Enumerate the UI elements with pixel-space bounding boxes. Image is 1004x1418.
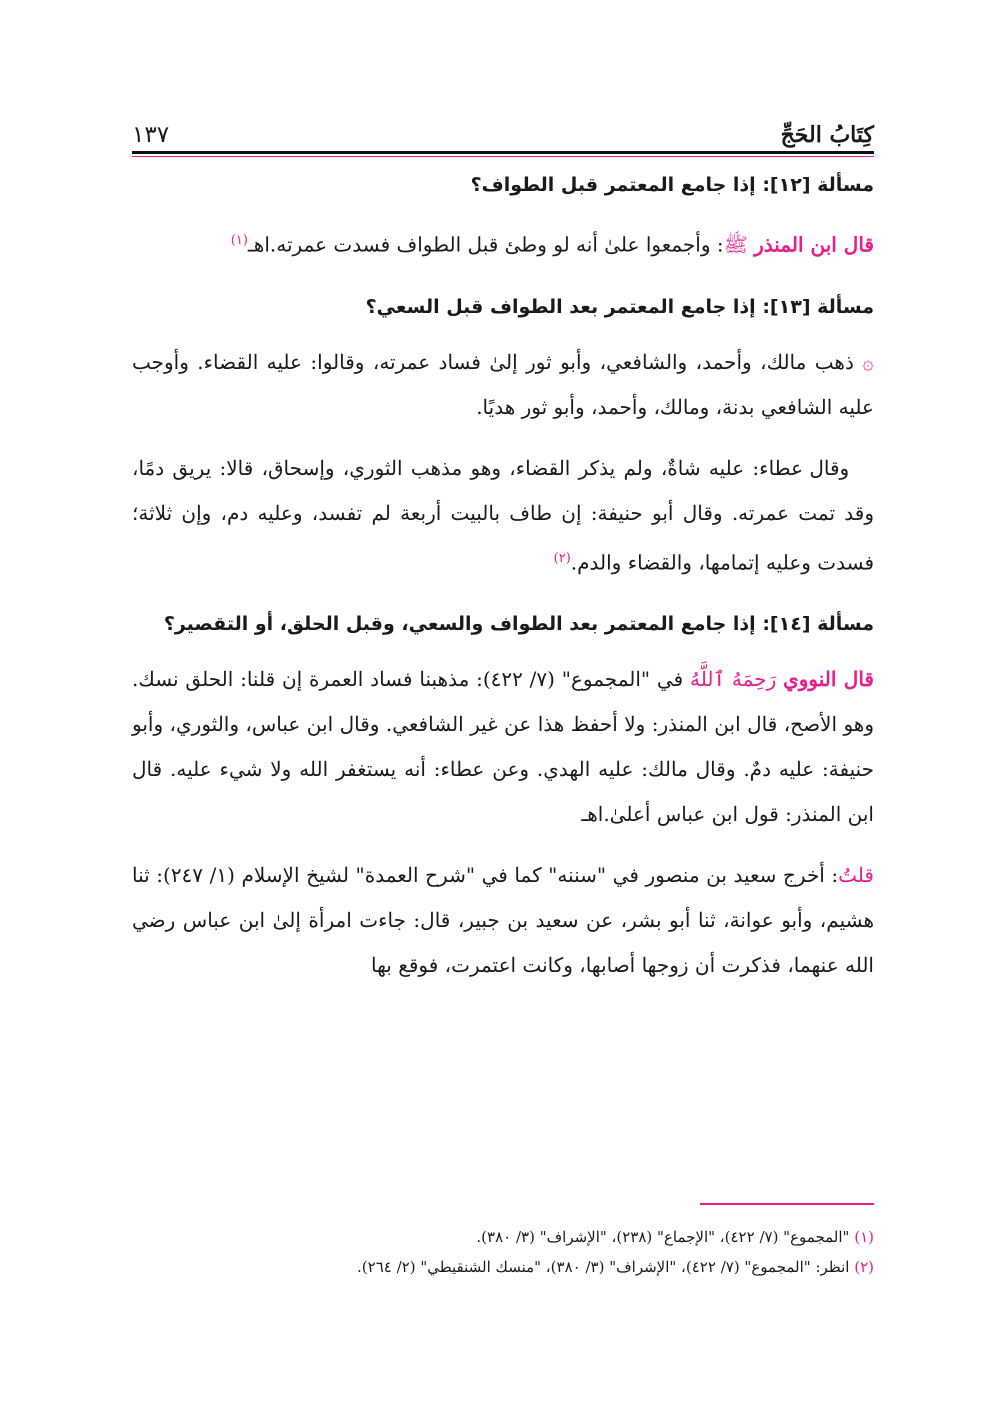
issue-12-paragraph [132, 218, 874, 268]
footnote-ref-1[interactable]: (١) [230, 233, 248, 248]
issue-14-paragraph-1 [132, 657, 874, 837]
issue-14-title: إذا جامع المعتمر بعد الطواف والسعي، وقبل الحلق، أو التقصير؟ [163, 613, 763, 636]
issue-14-text-1: في "المجموع" (٧/ ٤٢٢): مذهبنا فساد العمرة إن قلنا: الحلق نسك. وهو الأصح، قال ابن المنذر: ولا أحفظ هذا عن غير الشافعي. وقال ابن عباس، والثوري، وأبو حنيفة: عليه دمٌ. وقال مالك: عليه الهدي. وعن عطاء: أنه يستغفر الله ولا شيء عليه. قال ابن المنذر: قول ابن عباس أعلىٰ.اهـ [132, 667, 874, 827]
footnote-2-number: (٢) [854, 1258, 874, 1276]
issue-12-heading [132, 168, 874, 202]
footnote-separator [700, 1203, 874, 1205]
footnote-2-text: انظر: "المجموع" (٧/ ٤٢٢)، "الإشراف" (٣/ ٣٨٠)، "منسك الشنقيطي" (٢/ ٢٦٤). [357, 1258, 855, 1276]
qultu-label: قلتُ [838, 863, 874, 888]
issue-13-paragraph-1 [132, 340, 874, 430]
page-number: ١٣٧ [132, 122, 170, 148]
issue-12-speaker: قال ابن المنذر [754, 232, 874, 257]
footnote-1-text: "المجموع" (٧/ ٤٢٢)، "الإجماع" (٢٣٨)، "الإشراف" (٣/ ٣٨٠). [476, 1228, 855, 1246]
issue-13-heading [132, 290, 874, 324]
flower-ornament-icon: ۞ [862, 349, 874, 374]
footnote-1 [132, 1222, 874, 1252]
footnote-2 [132, 1252, 874, 1282]
issue-13-text-1: ذهب مالك، وأحمد، والشافعي، وأبو ثور إلىٰ فساد عمرته، وقالوا: عليه القضاء. وأوجب عليه الشافعي بدنة، ومالك، وأحمد، وأبو ثور هديًا. [132, 349, 874, 419]
issue-12-text: : وأجمعوا علىٰ أنه لو وطئ قبل الطواف فسدت عمرته.اهـ [247, 232, 724, 257]
issue-13-number: مسألة [١٣]: [762, 295, 874, 318]
issue-14-speaker: قال النووي [783, 667, 874, 692]
issue-13-title: إذا جامع المعتمر بعد الطواف قبل السعي؟ [365, 295, 763, 318]
issue-14-text-2: : أخرج سعيد بن منصور في "سننه" كما في "شرح العمدة" لشيخ الإسلام (١/ ٢٤٧): ثنا هشيم، وأبو عوانة، ثنا أبو بشر، عن سعيد بن جبير، قال: جاءت امرأة إلىٰ ابن عباس رضي الله عنهما، فذكرت أن زوجها أصابها، وكانت اعتمرت، فوقع بها [132, 863, 874, 978]
book-title: كِتَابُ الحَجِّ [780, 122, 874, 148]
page-header [132, 108, 874, 148]
honorific-text: رَحِمَهُ ٱللَّهُ [689, 667, 777, 692]
header-rule-thin [132, 156, 874, 157]
footnote-1-number: (١) [854, 1228, 874, 1246]
issue-13-paragraph-2 [132, 446, 874, 586]
footnote-ref-2[interactable]: (٢) [553, 550, 571, 566]
page-body [132, 168, 874, 988]
issue-14-paragraph-2 [132, 853, 874, 988]
header-rule-thick [132, 151, 874, 154]
footnotes [132, 1222, 874, 1282]
issue-14-number: مسألة [١٤]: [762, 613, 874, 636]
honorific-glyph: ﷺ [723, 232, 748, 257]
issue-12-title: إذا جامع المعتمر قبل الطواف؟ [470, 174, 763, 196]
issue-13-text-2: وقال عطاء: عليه شاةٌ، ولم يذكر القضاء، وهو مذهب الثوري، وإسحاق، قالا: يريق دمًا، وقد تمت عمرته. وقال أبو حنيفة: إن طاف بالبيت أربعة لم تفسد، وعليه دم، وإن ثلاثة؛ فسدت وعليه إتمامها، والقضاء والدم. [132, 455, 874, 575]
issue-14-heading [132, 607, 874, 641]
issue-12-number: مسألة [١٢]: [762, 174, 874, 196]
